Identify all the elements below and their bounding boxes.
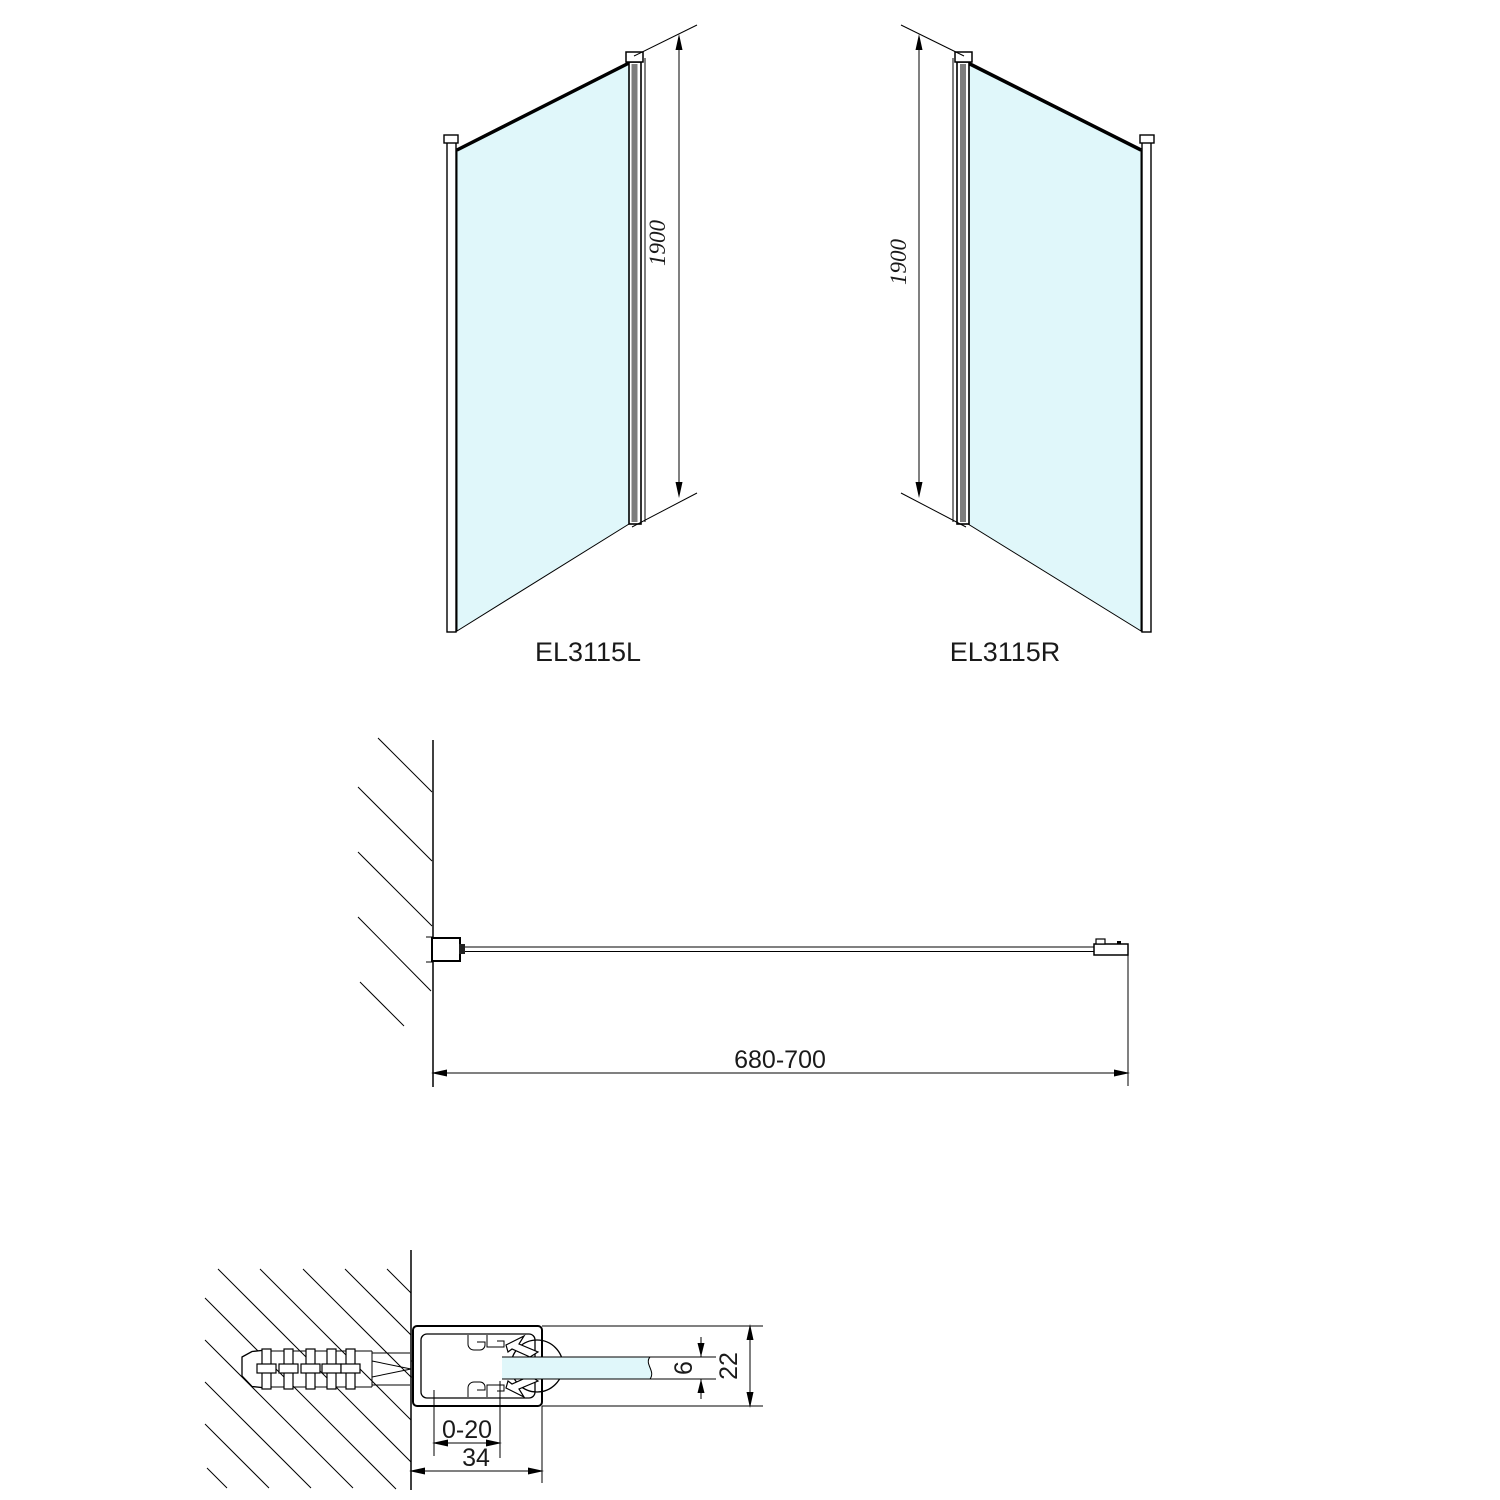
end-cap-profile xyxy=(1094,944,1128,955)
offset-dimension-text: 0-20 xyxy=(441,1416,493,1444)
wall-profile-cap xyxy=(955,52,972,62)
wall-bracket xyxy=(432,938,460,961)
wall-profile-fill xyxy=(632,64,638,522)
glass-thickness-text: 6 xyxy=(670,1361,698,1375)
panel-left-label: EL3115L xyxy=(534,637,642,667)
wall-profile-cap xyxy=(626,52,643,62)
depth-dimension-text: 34 xyxy=(462,1444,490,1472)
panel-right-label: EL3115R xyxy=(949,637,1061,667)
end-cap-bump xyxy=(1096,939,1105,944)
wall-profile-fill xyxy=(960,64,966,522)
glass-grip xyxy=(459,944,465,954)
profile-height-text: 22 xyxy=(715,1352,743,1380)
end-cap-tick xyxy=(1117,941,1121,944)
edge-profile-right-cap xyxy=(1140,135,1154,143)
glass-fill xyxy=(502,1357,652,1379)
height-dimension-text: 1900 xyxy=(645,220,670,266)
height-dimension-text: 1900 xyxy=(886,239,911,285)
edge-profile-left-cap xyxy=(444,135,458,143)
width-dimension-text: 680-700 xyxy=(734,1046,826,1074)
edge-profile-left xyxy=(447,141,456,632)
edge-profile-right xyxy=(1142,141,1151,632)
